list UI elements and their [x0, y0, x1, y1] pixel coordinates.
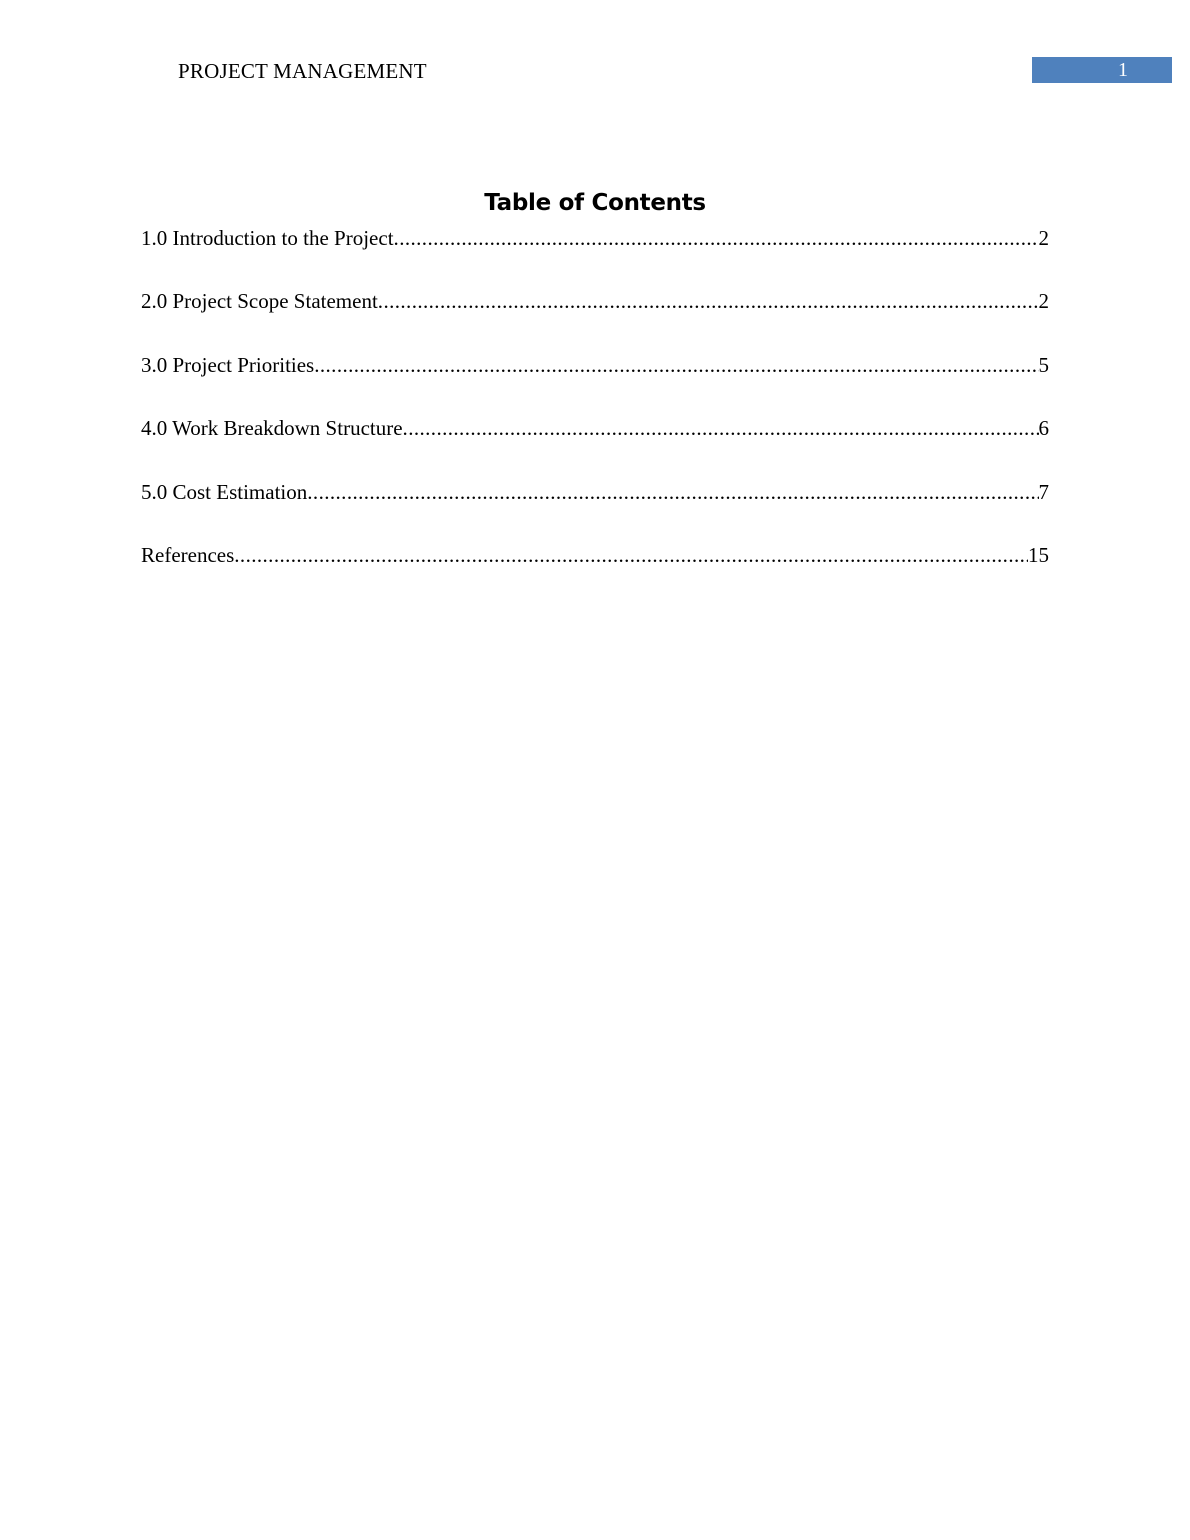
toc-list [141, 224, 1049, 604]
toc-entry-priorities[interactable] [141, 351, 1049, 414]
toc-dot-leader [394, 224, 1039, 252]
toc-dot-leader [314, 351, 1038, 379]
toc-entry-label: 3.0 Project Priorities [141, 352, 315, 377]
toc-entry-introduction[interactable] [141, 224, 1049, 287]
toc-entry-label: References [141, 542, 235, 567]
toc-entry-label: 5.0 Cost Estimation [141, 479, 308, 504]
toc-entry-label: 1.0 Introduction to the Project [141, 226, 394, 250]
toc-entry-page: 7 [1038, 479, 1049, 504]
toc-entry-page: 6 [1038, 416, 1049, 441]
toc-entry-label: 4.0 Work Breakdown Structure [141, 416, 403, 441]
toc-title: Table of Contents [484, 190, 706, 216]
toc-entry-scope-statement[interactable] [141, 287, 1049, 350]
toc-entry-page: 2 [1038, 226, 1049, 250]
toc-entry-label: 2.0 Project Scope Statement [141, 289, 378, 314]
running-head: PROJECT MANAGEMENT [178, 59, 427, 83]
toc-dot-leader [403, 414, 1039, 442]
toc-dot-leader [307, 478, 1038, 506]
toc-entry-page: 5 [1038, 352, 1049, 377]
toc-entry-work-breakdown[interactable] [141, 414, 1049, 477]
toc-entry-page: 15 [1028, 542, 1049, 567]
toc-dot-leader [378, 287, 1039, 315]
toc-entry-cost-estimation[interactable] [141, 478, 1049, 541]
page-number-badge [1032, 57, 1172, 83]
toc-dot-leader [234, 541, 1028, 569]
toc-entry-page: 2 [1038, 289, 1049, 314]
toc-entry-references[interactable] [141, 541, 1049, 604]
page-number: 1 [1118, 59, 1128, 81]
